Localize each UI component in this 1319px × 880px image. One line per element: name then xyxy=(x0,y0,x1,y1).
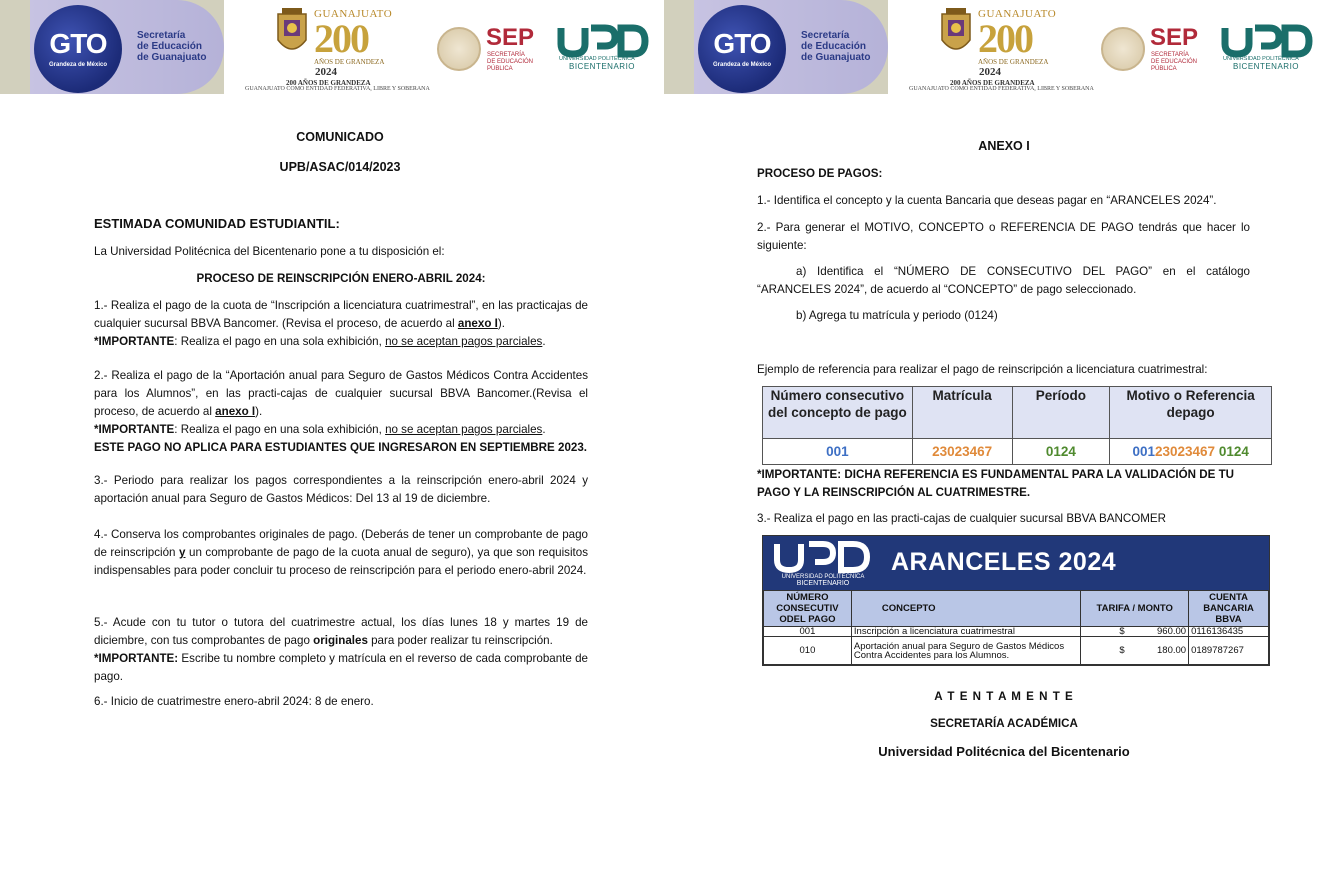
gto-tagline: Grandeza de México xyxy=(712,62,772,68)
ar-header-tarifa: TARIFA / MONTO xyxy=(1081,591,1189,627)
ar-logo-sub2: BICENTENARIO xyxy=(796,580,850,586)
ar-cell-numero: 010 xyxy=(764,637,852,665)
upb-logo-white-icon xyxy=(771,540,875,586)
step-1-text: 1.- Realiza el pago de la cuota de “Inscripción a licenciatura cuatrimestral”, en las practicajas de cualquier sucursal BBVA Bancomer. (Revisa el proceso, de acuerdo al xyxy=(94,299,588,330)
guanajuato-crest-icon xyxy=(936,6,976,62)
upb-sub2: BICENTENARIO xyxy=(569,62,636,71)
comunicado-title: COMUNICADO xyxy=(296,130,384,144)
upb-logo-icon xyxy=(1221,24,1313,58)
ar-cell-monto xyxy=(1081,627,1189,637)
g200-number: 200 xyxy=(978,16,1032,61)
sep-word: SEP xyxy=(486,24,535,51)
sep-sub: SECRETARÍA DE EDUCACIÓN PÚBLICA xyxy=(487,52,534,72)
g200-line1: 200 AÑOS DE GRANDEZA xyxy=(286,79,371,87)
important-end-1: . xyxy=(542,335,546,348)
reference-value-row xyxy=(763,439,1272,465)
reference-table xyxy=(762,386,1272,465)
anexo-step-2a: a) Identifica el “NÚMERO DE CONSECUTIVO DEL PAGO” en el catálogo “ARANCELES 2024”, de acuerdo al “CONCEPTO” de pago seleccionado. xyxy=(757,265,1250,296)
sep-sub: SECRETARÍA DE EDUCACIÓN PÚBLICA xyxy=(1151,52,1198,72)
g200-number: 200 xyxy=(314,16,368,61)
aranceles-grid xyxy=(763,590,1269,665)
ar-cell-cuenta: 0116136435 xyxy=(1189,627,1269,637)
step-1-end: ). xyxy=(497,317,505,330)
gto-word: GTO xyxy=(49,28,107,59)
g200-top: GUANAJUATO xyxy=(978,8,1057,20)
gto-logo xyxy=(698,5,786,93)
ref-header-motivo: Motivo o Referencia depago xyxy=(1110,387,1272,439)
sep-seal-icon xyxy=(1101,27,1145,71)
gto-word: GTO xyxy=(713,28,771,59)
step-5-text: 5.- Acude con tu tutor o tutora del cuatrimestre actual, los días lunes 18 y martes 19 de diciembre, con tus comprobantes de pago xyxy=(94,616,588,647)
g200-line1: 200 AÑOS DE GRANDEZA xyxy=(950,79,1035,87)
ar-amount: 960.00 xyxy=(1157,626,1187,637)
anexo-step-1: 1.- Identifica el concepto y la cuenta Bancaria que deseas pagar en “ARANCELES 2024”. xyxy=(757,194,1217,207)
process-title: PROCESO DE REINSCRIPCIÓN ENERO-ABRIL 2024: xyxy=(196,272,486,285)
step-4-end: un comprobante de pago de la cuota anual de seguro), ya que son requisitos indispensables para poder concluir tu proceso de reinscripción para el periodo enero-abril 2024. xyxy=(94,546,589,577)
reference-header-row xyxy=(763,387,1272,439)
step-1 xyxy=(94,297,588,351)
page-anexo xyxy=(664,0,1319,880)
upb-sub1: UNIVERSIDAD POLITÉCNICA xyxy=(1223,56,1299,62)
aranceles-table xyxy=(762,535,1270,666)
aranceles-title: ARANCELES 2024 xyxy=(891,548,1117,576)
ar-currency: $ xyxy=(1119,626,1125,637)
g200-line2: GUANAJUATO COMO ENTIDAD FEDERATIVA, LIBRE Y SOBERANA xyxy=(909,86,1094,92)
ref-value-periodo: 0124 xyxy=(1012,439,1110,465)
ar-amount: 180.00 xyxy=(1157,645,1187,656)
ar-header-numero: NÚMERO CONSECUTIV ODEL PAGO xyxy=(764,591,852,627)
guanajuato-200-logo xyxy=(978,8,1057,66)
ar-cell-concepto: Inscripción a licenciatura cuatrimestral xyxy=(851,627,1080,637)
ref-value-motivo xyxy=(1110,439,1272,465)
important-end-2: . xyxy=(542,423,546,436)
secretaria-guanajuato-text: Secretaría de Educación de Guanajuato xyxy=(137,30,207,63)
step-5-end: para poder realizar tu reinscripción. xyxy=(367,634,553,647)
ref-motivo-part-2: 23023467 xyxy=(1154,444,1216,459)
header-logos-right xyxy=(664,0,1319,96)
step-2-end: ). xyxy=(255,405,263,418)
ar-cell-concepto: Aportación anual para Seguro de Gastos Médicos Contra Accidentes para los Alumnos. xyxy=(851,637,1080,665)
process-heading: PROCESO DE PAGOS: xyxy=(757,167,883,180)
upb-sub2: BICENTENARIO xyxy=(1233,62,1300,71)
ar-cell-numero: 001 xyxy=(764,627,852,637)
step-5-bold: originales xyxy=(313,634,368,647)
gto-logo xyxy=(34,5,122,93)
aranceles-header xyxy=(763,536,1269,590)
ar-header-cuenta: CUENTA BANCARIA BBVA xyxy=(1189,591,1269,627)
ref-header-matricula: Matrícula xyxy=(912,387,1012,439)
atentamente: A T E N T A M E N T E xyxy=(934,690,1074,703)
important-label-5: *IMPORTANTE: xyxy=(94,652,179,665)
ref-header-periodo: Período xyxy=(1012,387,1110,439)
step-3: 3.- Periodo para realizar los pagos correspondientes a la reinscripción enero-abril 2024 y aportación anual para Seguro de Gastos Médicos: Del 13 al 19 de diciembre. xyxy=(94,474,588,505)
anexo-title: ANEXO I xyxy=(978,139,1030,153)
table-row xyxy=(764,627,1269,637)
ref-header-consecutivo: Número consecutivo del concepto de pago xyxy=(763,387,913,439)
important-reference: *IMPORTANTE: DICHA REFERENCIA ES FUNDAMENTAL PARA LA VALIDACIÓN DE TU PAGO Y LA REINSCRIPCIÓN AL CUATRIMESTRE. xyxy=(757,468,1235,499)
important-label-1: *IMPORTANTE xyxy=(94,335,175,348)
step-2-text: 2.- Realiza el pago de la “Aportación anual para Seguro de Gastos Médicos Contra Accidentes para los Alumnos”, en las practi-cajas de cualquier sucursal BBVA Bancomer.(Revisa el proceso, de acuerdo al xyxy=(94,369,588,418)
important-underline-2: no se aceptan pagos parciales xyxy=(385,423,543,436)
step-4-underline: y xyxy=(179,546,186,559)
g200-sub: AÑOS DE GRANDEZA xyxy=(314,58,385,66)
important-text-1: : Realiza el pago en una sola exhibición, xyxy=(174,335,386,348)
intro-text: La Universidad Politécnica del Bicentenario pone a tu disposición el: xyxy=(94,245,445,258)
anexo-link-1[interactable]: anexo I xyxy=(457,317,498,330)
step-6: 6.- Inicio de cuatrimestre enero-abril 2024: 8 de enero. xyxy=(94,695,374,708)
ar-logo-sub1: UNIVERSIDAD POLITÉCNICA xyxy=(781,574,865,580)
gto-tagline: Grandeza de México xyxy=(48,62,108,68)
guanajuato-200-logo xyxy=(314,8,393,66)
university-name: Universidad Politécnica del Bicentenario xyxy=(878,744,1130,759)
upb-sub1: UNIVERSIDAD POLITÉCNICA xyxy=(559,56,635,62)
anexo-step-2: 2.- Para generar el MOTIVO, CONCEPTO o REFERENCIA DE PAGO tendrás que hacer lo siguiente: xyxy=(757,221,1250,252)
ref-motivo-part-1: 001 xyxy=(1132,444,1155,459)
ar-cell-monto xyxy=(1081,637,1189,665)
sep-word: SEP xyxy=(1150,24,1199,51)
important-text-2: : Realiza el pago en una sola exhibición, xyxy=(174,423,386,436)
anexo-link-2[interactable]: anexo I xyxy=(215,405,256,418)
secretaria-academica: SECRETARÍA ACADÉMICA xyxy=(930,717,1078,730)
ref-value-consecutivo: 001 xyxy=(763,439,913,465)
example-text: Ejemplo de referencia para realizar el pago de reinscripción a licenciatura cuatrimestral: xyxy=(757,363,1208,376)
g200-year: 2024 xyxy=(979,66,1001,78)
salutation: ESTIMADA COMUNIDAD ESTUDIANTIL: xyxy=(94,216,340,231)
g200-line2: GUANAJUATO COMO ENTIDAD FEDERATIVA, LIBRE Y SOBERANA xyxy=(245,86,430,92)
important-label-2: *IMPORTANTE xyxy=(94,423,175,436)
important-text-5: Escribe tu nombre completo y matrícula en el reverso de cada comprobante de pago. xyxy=(94,652,588,683)
ar-cell-cuenta: 0189787267 xyxy=(1189,637,1269,665)
g200-year: 2024 xyxy=(315,66,337,78)
step-4 xyxy=(94,526,588,580)
ar-header-concepto: CONCEPTO xyxy=(851,591,1080,627)
ref-value-matricula: 23023467 xyxy=(912,439,1012,465)
sep-seal-icon xyxy=(437,27,481,71)
g200-sub: AÑOS DE GRANDEZA xyxy=(978,58,1049,66)
step-5 xyxy=(94,614,588,686)
guanajuato-crest-icon xyxy=(272,6,312,62)
table-row xyxy=(764,637,1269,665)
comunicado-code: UPB/ASAC/014/2023 xyxy=(279,160,401,174)
ref-motivo-part-3: 0124 xyxy=(1215,444,1249,459)
aranceles-header-row xyxy=(764,591,1269,627)
anexo-step-3: 3.- Realiza el pago en las practi-cajas de cualquier sucursal BBVA BANCOMER xyxy=(757,512,1166,525)
step-2 xyxy=(94,367,588,457)
header-logos xyxy=(0,0,660,96)
g200-top: GUANAJUATO xyxy=(314,8,393,20)
important-underline-1: no se aceptan pagos parciales xyxy=(385,335,543,348)
anexo-step-2b: b) Agrega tu matrícula y periodo (0124) xyxy=(796,309,998,322)
ar-currency: $ xyxy=(1119,645,1125,656)
secretaria-guanajuato-text: Secretaría de Educación de Guanajuato xyxy=(801,30,871,63)
step-2-note: ESTE PAGO NO APLICA PARA ESTUDIANTES QUE INGRESARON EN SEPTIEMBRE 2023. xyxy=(94,441,588,454)
upb-logo-icon xyxy=(557,24,649,58)
step-4-text: 4.- Conserva los comprobantes originales de pago. (Deberás de tener un comprobante de pago de reinscripción xyxy=(94,528,588,559)
